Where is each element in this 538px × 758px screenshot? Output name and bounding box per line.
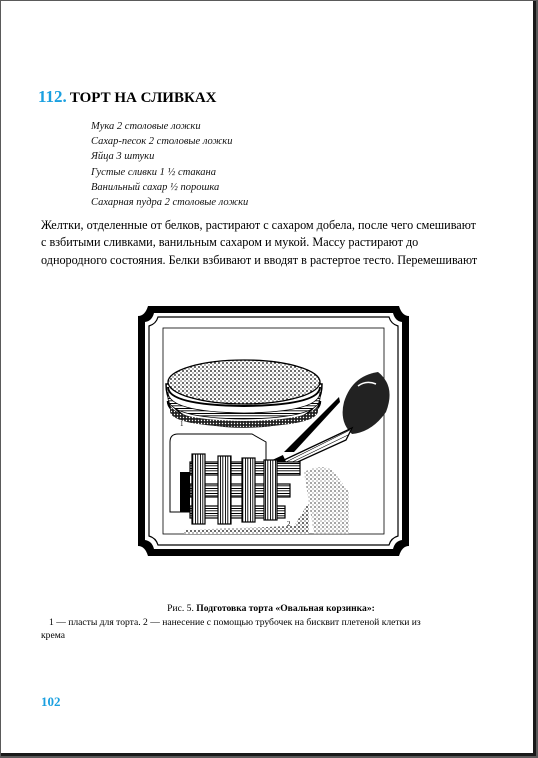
ingredients-list <box>91 119 248 210</box>
caption-description: 1 — пласты для торта. 2 — нанесение с помощью трубочек на бисквит плетеной клетки из <box>49 616 421 628</box>
figure-caption <box>41 602 501 643</box>
ingredient-item: Ванильный сахар ½ порошка <box>91 181 220 193</box>
cake-illustration <box>134 302 413 560</box>
method-line: однородного состояния. Белки взбивают и вводят в растертое тесто. Перемешивают <box>41 252 478 267</box>
recipe-title: ТОРТ НА СЛИВКАХ <box>69 90 217 106</box>
page-number: 102 <box>41 694 61 709</box>
recipe-number: 112. <box>38 87 67 106</box>
caption-title: Подготовка торта «Овальная корзинка»: <box>196 603 375 614</box>
method-line: с взбитыми сливками, ванильным сахаром и мукой. Массу растирают до <box>41 235 419 250</box>
cake-layers <box>166 360 322 428</box>
figure-label-1: 1 <box>180 420 184 428</box>
document-page <box>1 1 536 756</box>
recipe-heading <box>38 87 217 107</box>
ingredient-item: Сахар-песок 2 столовые ложки <box>91 136 233 148</box>
caption-description-cont: крема <box>41 630 65 641</box>
method-paragraph <box>41 217 503 269</box>
method-line: Желтки, отделенные от белков, растирают с сахаром добела, после чего смешивают <box>41 218 476 232</box>
ingredient-item: Мука 2 столовые ложки <box>91 121 201 132</box>
ingredient-item: Яйца 3 штуки <box>91 151 155 163</box>
ingredient-item: Густые сливки 1 ½ стакана <box>91 166 217 178</box>
caption-title-line <box>41 602 501 616</box>
figure-label-2: 2 <box>287 520 291 528</box>
caption-prefix: Рис. 5. <box>167 603 194 614</box>
ingredient-item: Сахарная пудра 2 столовые ложки <box>91 197 249 209</box>
